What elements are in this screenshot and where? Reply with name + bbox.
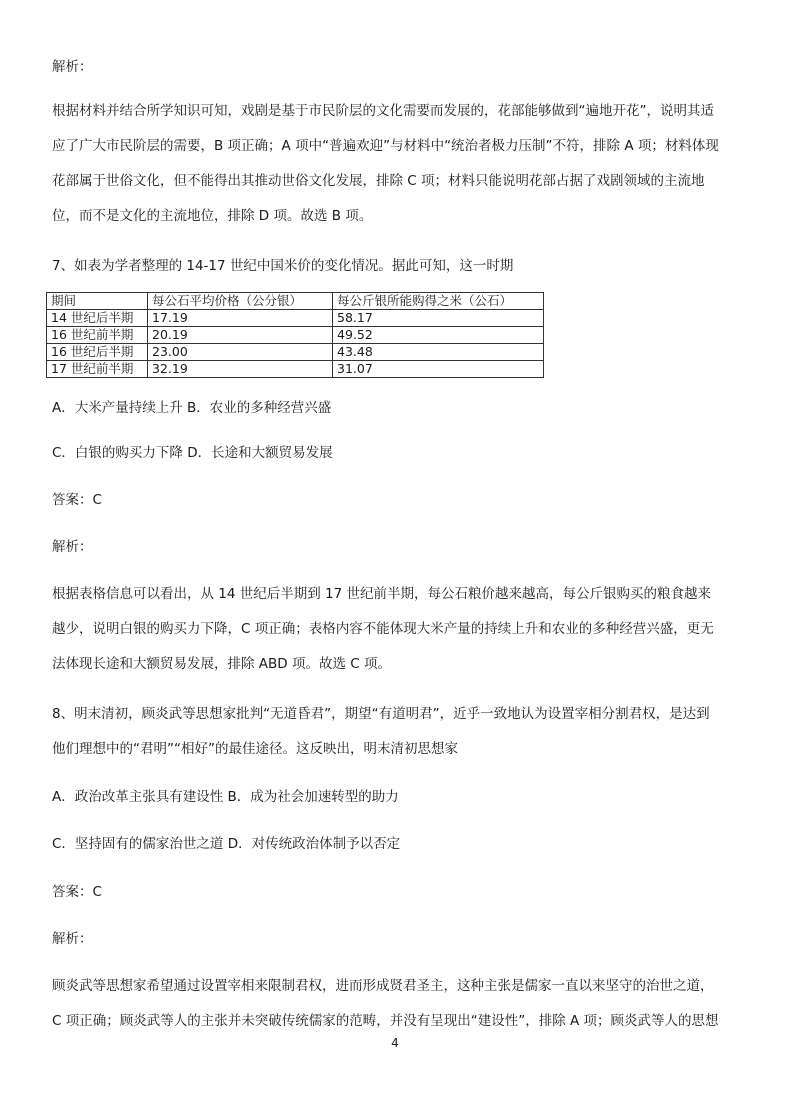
table-cell: 14 世纪后半期 [47, 310, 148, 327]
table-row [47, 344, 544, 361]
table-cell: 16 世纪后半期 [47, 344, 148, 361]
analysis-line: 位，而不是文化的主流地位，排除 D 项。故选 B 项。 [52, 208, 373, 224]
option-ab: A．大米产量持续上升 B．农业的多种经营兴盛 [52, 400, 332, 416]
table-row [47, 361, 544, 378]
analysis-line: 法体现长途和大额贸易发展，排除 ABD 项。故选 C 项。 [52, 656, 391, 672]
table-row [47, 327, 544, 344]
table-header-cell: 期间 [47, 293, 148, 310]
option-cd: C．坚持固有的儒家治世之道 D．对传统政治体制予以否定 [52, 836, 401, 852]
answer: 答案：C [52, 884, 102, 900]
question-8-cont: 他们理想中的“君明”“相好”的最佳途径。这反映出，明末清初思想家 [52, 741, 458, 757]
analysis-line: C 项正确；顾炎武等人的主张并未突破传统儒家的范畴，并没有呈现出“建设性”，排除 A 项；顾炎武等人的思想 [52, 1013, 719, 1029]
analysis-line: 根据表格信息可以看出，从 14 世纪后半期到 17 世纪前半期，每公石粮价越来越高，每公斤银购买的粮食越来 [52, 586, 712, 602]
table-cell: 49.52 [333, 327, 544, 344]
analysis-line: 越少，说明白银的购买力下降，C 项正确；表格内容不能体现大米产量的持续上升和农业的多种经营兴盛，更无 [52, 621, 714, 637]
table-cell: 23.00 [148, 344, 333, 361]
table-header-row [47, 293, 544, 310]
table-row [47, 310, 544, 327]
rice-price-table [46, 292, 544, 378]
question-8: 8、明末清初，顾炎武等思想家批判“无道昏君”，期望“有道明君”，近乎一致地认为设置宰相分割君权，是达到 [52, 706, 710, 722]
table-cell: 16 世纪前半期 [47, 327, 148, 344]
analysis-line: 花部属于世俗文化，但不能得出其推动世俗文化发展，排除 C 项；材料只能说明花部占据了戏剧领域的主流地 [52, 173, 705, 189]
table-cell: 31.07 [333, 361, 544, 378]
question-7: 7、如表为学者整理的 14-17 世纪中国米价的变化情况。据此可知，这一时期 [52, 258, 514, 274]
table-header-cell: 每公石平均价格（公分银） [148, 293, 333, 310]
analysis-heading: 解析： [52, 539, 93, 555]
table-cell: 20.19 [148, 327, 333, 344]
option-ab: A．政治改革主张具有建设性 B．成为社会加速转型的助力 [52, 789, 399, 805]
analysis-heading-1: 解析： [52, 59, 93, 75]
answer: 答案：C [52, 492, 102, 508]
option-cd: C．白银的购买力下降 D．长途和大额贸易发展 [52, 445, 333, 461]
table-cell: 43.48 [333, 344, 544, 361]
table-cell: 17 世纪前半期 [47, 361, 148, 378]
analysis-line: 根据材料并结合所学知识可知，戏剧是基于市民阶层的文化需要而发展的，花部能够做到“遍地开花”，说明其适 [52, 103, 714, 119]
page-number: 4 [391, 1036, 399, 1050]
table-header-cell: 每公斤银所能购得之米（公石） [333, 293, 544, 310]
analysis-heading: 解析： [52, 931, 93, 947]
analysis-line: 应了广大市民阶层的需要，B 项正确；A 项中“普遍欢迎”与材料中“统治者极力压制”不符，排除 A 项；材料体现 [52, 138, 719, 154]
analysis-line: 顾炎武等思想家希望通过设置宰相来限制君权，进而形成贤君圣主，这种主张是儒家一直以来坚守的治世之道， [52, 978, 714, 994]
table-cell: 17.19 [148, 310, 333, 327]
table-cell: 58.17 [333, 310, 544, 327]
table-cell: 32.19 [148, 361, 333, 378]
